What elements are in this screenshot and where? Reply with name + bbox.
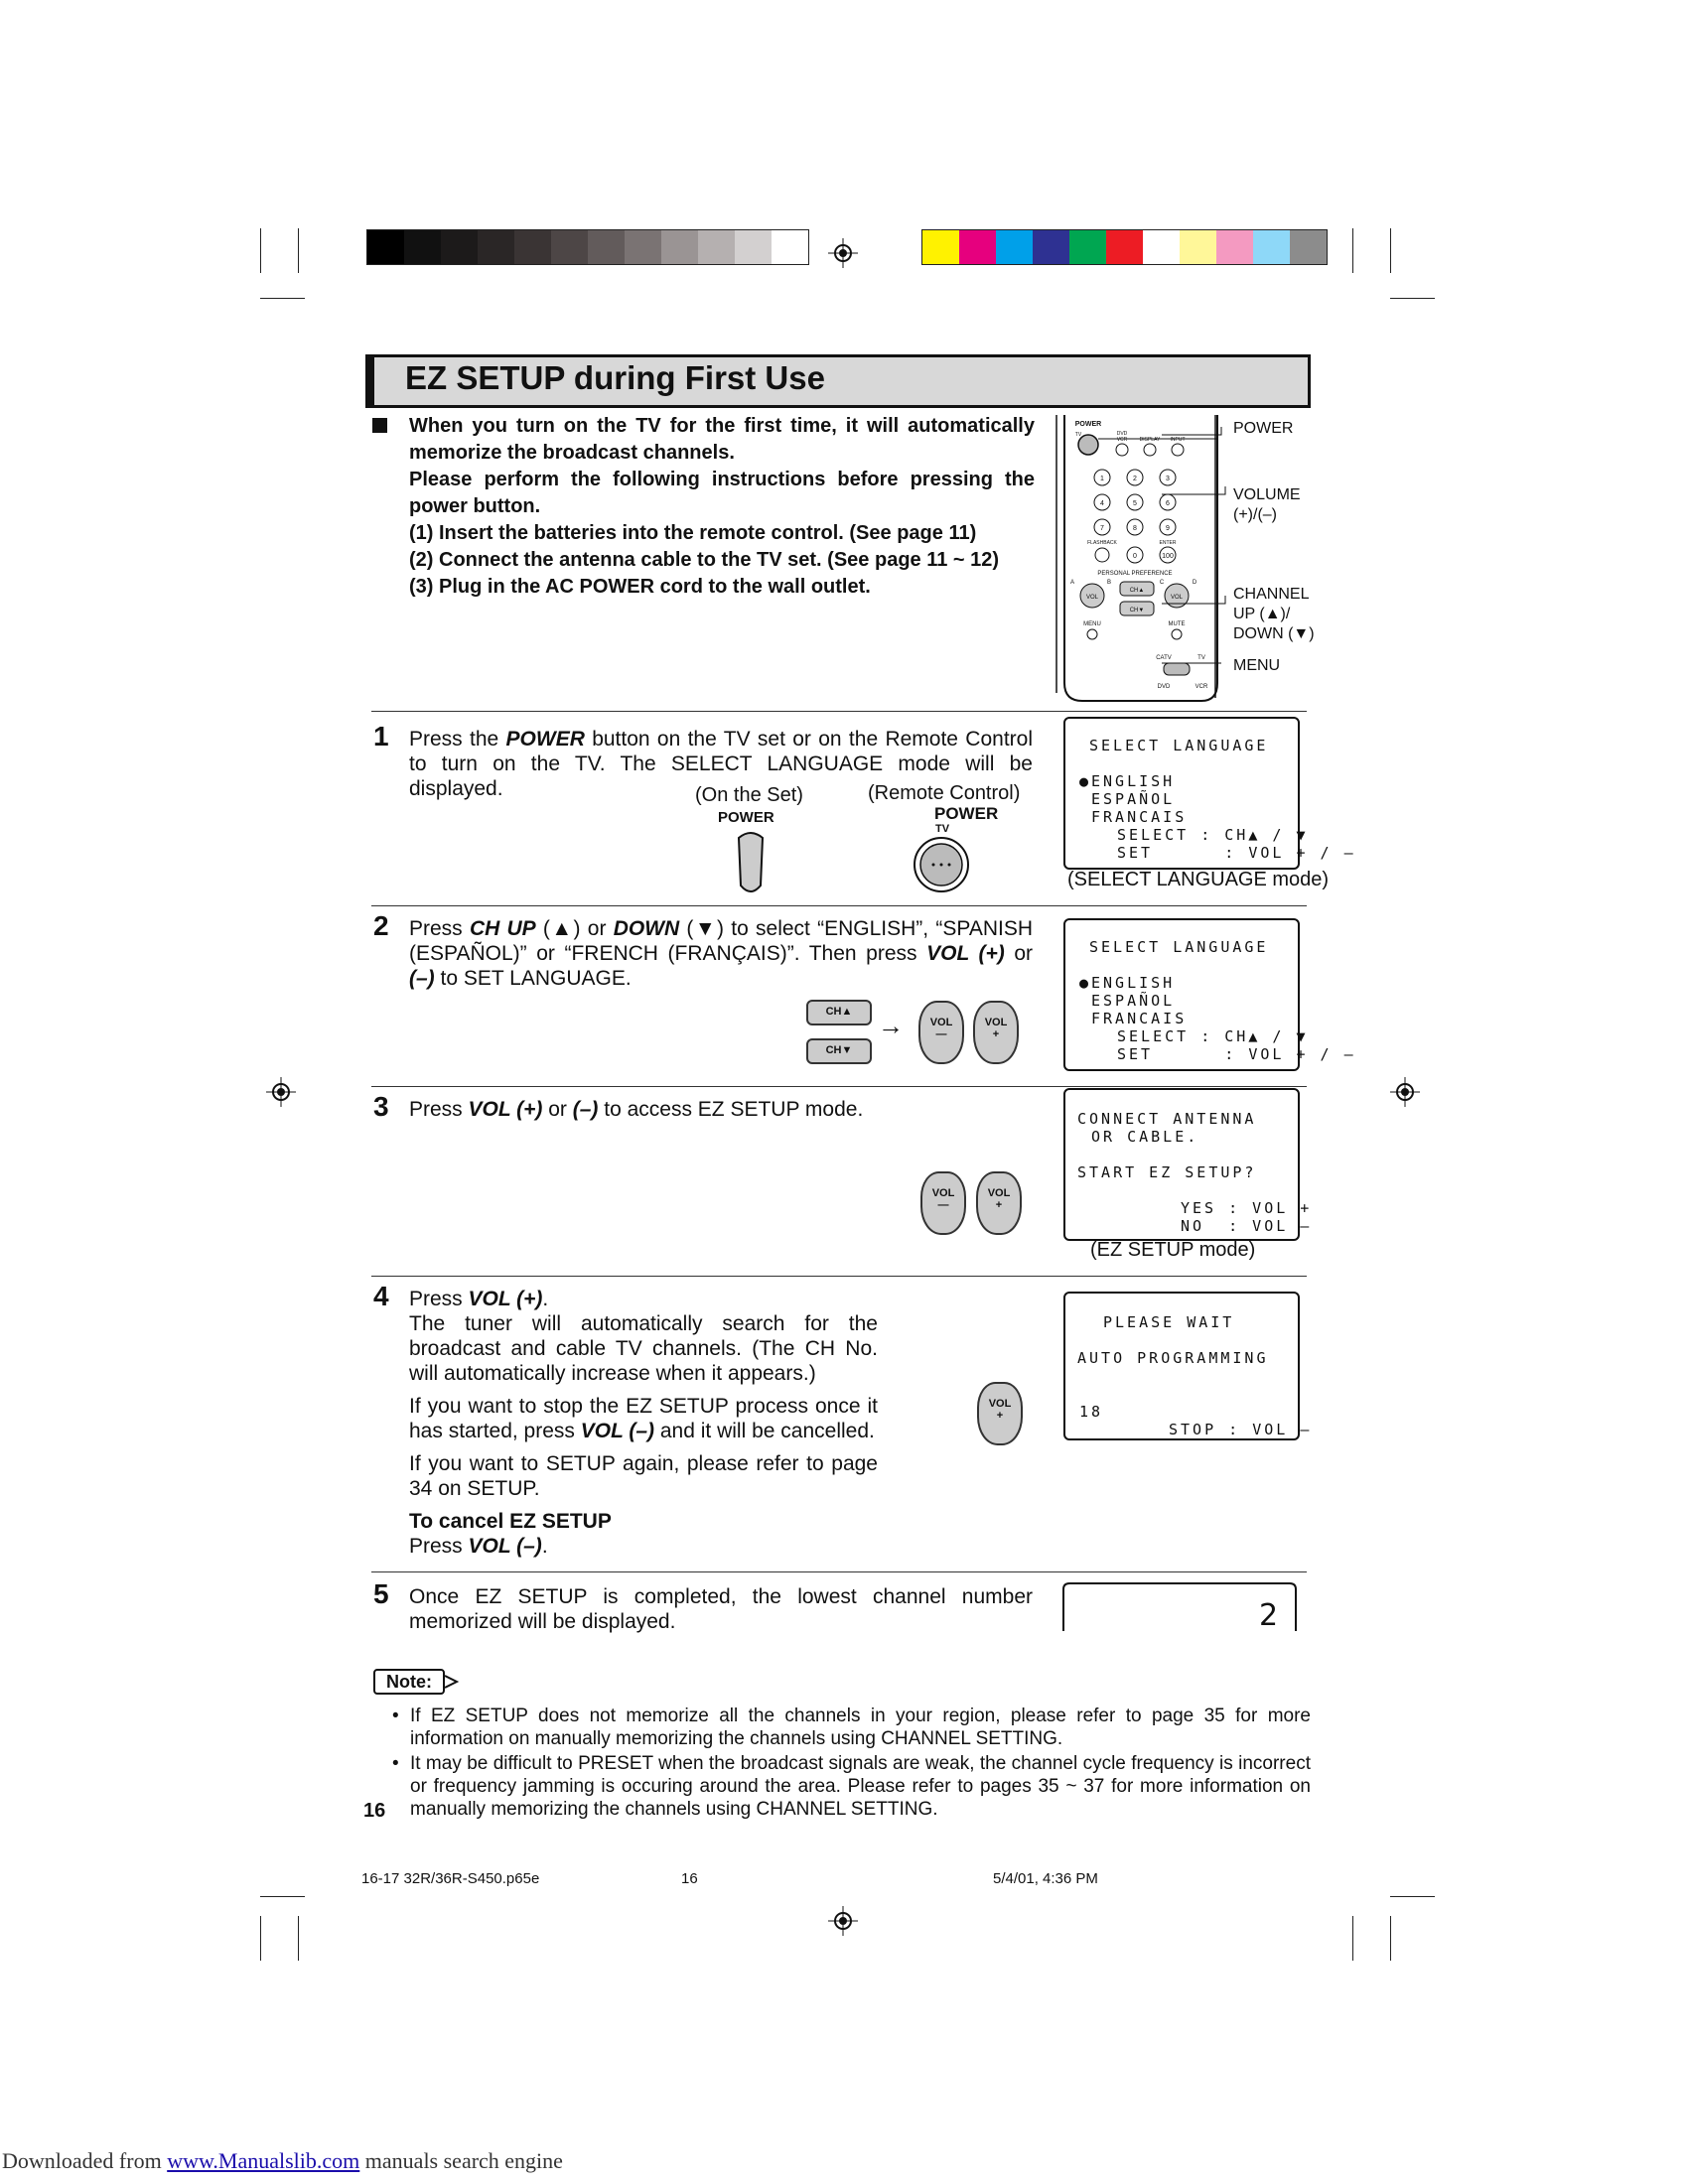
step-text-part: button on the TV set or on the Remote Control to turn on the TV. The SELECT LANGUAGE mode will be displayed. [409, 728, 1033, 800]
screen-select-hint: SELECT : CH▲ / ▼ [1117, 1027, 1309, 1045]
vol-plus-button-icon [977, 1382, 1023, 1445]
intro-line: (3) Plug in the AC POWER cord to the wall outlet. [409, 576, 871, 598]
remote-vcr-label: VCR [1116, 437, 1128, 443]
gray-swatch [441, 230, 478, 264]
remote-personal-label: PERSONAL PREFERENCE [1097, 571, 1173, 577]
step-2-text [409, 916, 1033, 991]
footer-date: 5/4/01, 4:36 PM [993, 1870, 1098, 1887]
step-text-part: Press [409, 917, 470, 940]
screen-stop-hint: STOP : VOL – [1169, 1421, 1313, 1438]
remote-key-5: 5 [1133, 500, 1137, 507]
tv-screen-select-language [1063, 717, 1356, 870]
remote-dvd-switch-label: DVD [1157, 684, 1171, 690]
remote-tv-switch-label: TV [1197, 655, 1205, 661]
color-swatch [922, 230, 959, 264]
gray-swatch [514, 230, 551, 264]
vol-plus-button-icon [973, 1001, 1019, 1064]
crop-mark [1352, 1916, 1353, 1961]
intro-line: Please perform the following instructions before pressing the power button. [409, 469, 1035, 517]
screen-bullet: ● [1079, 772, 1092, 790]
vol-label: VOL [988, 1398, 1012, 1410]
remote-dvd-label: DVD [1116, 431, 1128, 437]
remote-key-4: 4 [1100, 500, 1104, 507]
remote-key-3: 3 [1166, 476, 1170, 482]
plus-label: + [992, 1028, 1000, 1040]
step-text-bold: VOL (+) [468, 1098, 543, 1121]
gray-swatch [625, 230, 661, 264]
intro-line: (2) Connect the antenna cable to the TV set. (See page 11 ~ 12) [409, 549, 1000, 571]
color-swatch [959, 230, 996, 264]
screen-option-francais: FRANCAIS [1091, 808, 1188, 826]
step-text-bold: VOL (+) [926, 942, 1005, 965]
arrow-right-icon: → [878, 1011, 904, 1040]
remote-label-menu: MENU [1233, 657, 1281, 674]
manualslib-link[interactable]: www.Manualslib.com [167, 2148, 360, 2173]
step-number: 1 [373, 721, 389, 751]
registration-mark-icon [1390, 1077, 1420, 1107]
step-text-bold: VOL (–) [468, 1535, 542, 1558]
step-text-bold: VOL (+) [468, 1288, 543, 1310]
step-text-part: Press the [409, 728, 506, 751]
screen-channel-number: 18 [1079, 1403, 1104, 1421]
crop-mark [260, 298, 305, 299]
step-number: 2 [373, 910, 389, 941]
vol-label: VOL [931, 1187, 955, 1199]
vol-label: VOL [929, 1017, 953, 1028]
remote-catv-label: CATV [1156, 655, 1172, 661]
step-number: 4 [373, 1281, 389, 1311]
plus-label: + [996, 1410, 1004, 1422]
screen-yes-hint: YES : VOL + [1181, 1199, 1313, 1217]
remote-tv-label: TV [1074, 432, 1082, 438]
download-notice [2, 2148, 563, 2174]
page-number: 16 [363, 1800, 386, 1822]
remote-key-2: 2 [1133, 476, 1137, 482]
remote-leader-lines [1159, 415, 1231, 683]
ch-up-label: CH▲ [825, 1006, 853, 1018]
remote-menu-label: MENU [1083, 621, 1101, 627]
step-number: 3 [373, 1091, 389, 1122]
screen-set-hint: SET : VOL + / – [1117, 844, 1356, 862]
crop-mark [260, 1896, 305, 1897]
remote-power-button-icon [912, 835, 971, 894]
remote-input-label: INPUT [1170, 437, 1186, 443]
remote-label-channel-up: UP (▲)/ [1233, 606, 1291, 622]
caption-select-language: (SELECT LANGUAGE mode) [1067, 869, 1330, 890]
remote-c-label: C [1159, 580, 1165, 586]
step-text-bold: CH UP [469, 917, 536, 940]
gray-swatch [588, 230, 625, 264]
crop-mark [298, 228, 299, 273]
step-text-bold: DOWN [613, 917, 680, 940]
remote-key-9: 9 [1166, 525, 1170, 532]
remote-label-power: POWER [1233, 420, 1294, 437]
remote-label-channel-down: DOWN (▼) [1233, 625, 1315, 642]
remote-ch-down-label: CH▼ [1129, 608, 1145, 614]
tv-screen-ez-setup [1063, 1088, 1313, 1241]
vol-minus-button-icon [918, 1001, 964, 1064]
remote-key-100: 100 [1162, 553, 1174, 560]
ch-down-label: CH▼ [825, 1044, 853, 1056]
screen-option-espanol: ESPAÑOL [1091, 790, 1176, 808]
color-swatch [1180, 230, 1216, 264]
footer-filename: 16-17 32R/36R-S450.p65e [361, 1870, 540, 1887]
remote-vol-label: VOL [1170, 595, 1184, 601]
screen-no-hint: NO : VOL – [1181, 1217, 1313, 1235]
step-text-part: Press [409, 1535, 469, 1558]
bullet-square-icon [372, 418, 387, 433]
label-remote-control: (Remote Control) [868, 782, 1021, 804]
page-title: EZ SETUP during First Use [405, 359, 825, 396]
note-item: • It may be difficult to PRESET when the broadcast signals are weak, the channel cycle frequency is incorrect or frequency jamming is occuring around the area. Please refer to pages 35 ~ 37 for more information on manually memorizing the channels using CHANNEL SETTING. [392, 1752, 1311, 1821]
screen-option-espanol: ESPAÑOL [1091, 992, 1176, 1010]
download-prefix: Downloaded from [2, 2148, 168, 2173]
divider [371, 1571, 1307, 1572]
color-swatch [1253, 230, 1290, 264]
screen-line: OR CABLE. [1091, 1128, 1199, 1146]
remote-label-volume: VOLUME [1233, 486, 1301, 503]
step-4-line [409, 1287, 878, 1311]
tv-screen-auto-programming [1063, 1292, 1313, 1440]
plus-label: + [995, 1199, 1003, 1211]
step-number: 5 [373, 1578, 389, 1609]
step-text-bold: (–) [572, 1098, 599, 1121]
crop-mark [260, 1916, 261, 1961]
vol-label: VOL [987, 1187, 1011, 1199]
step-text-part: and it will be cancelled. [654, 1420, 875, 1442]
screen-line: AUTO PROGRAMMING [1077, 1349, 1269, 1367]
grayscale-calibration-bar [366, 229, 809, 265]
screen-option-english: ENGLISH [1091, 974, 1176, 992]
gray-swatch [551, 230, 588, 264]
remote-key-8: 8 [1133, 525, 1137, 532]
remote-d-label: D [1192, 580, 1197, 586]
step-text-bold: VOL (–) [580, 1420, 655, 1442]
color-swatch [1290, 230, 1327, 264]
screen-select-hint: SELECT : CH▲ / ▼ [1117, 826, 1309, 844]
remote-display-label: DISPLAY [1139, 437, 1161, 443]
note-list [392, 1705, 1311, 1823]
divider [371, 1086, 1307, 1087]
remote-vol-label: VOL [1085, 595, 1099, 601]
crop-mark [1352, 228, 1353, 273]
remote-label-volume-sub: (+)/(–) [1233, 506, 1277, 523]
screen-title: SELECT LANGUAGE [1089, 938, 1269, 956]
crop-mark [298, 1916, 299, 1961]
remote-ch-up-label: CH▲ [1129, 588, 1145, 594]
screen-set-hint: SET : VOL + / – [1117, 1045, 1356, 1063]
intro-text [409, 413, 1035, 601]
vol-plus-button-icon [976, 1171, 1022, 1235]
screen-line: START EZ SETUP? [1077, 1163, 1257, 1181]
step-text-bold: POWER [505, 728, 585, 751]
remote-vcr-switch-label: VCR [1195, 684, 1208, 690]
remote-a-label: A [1069, 580, 1075, 586]
step-text-bold: (–) [409, 967, 435, 990]
remote-mute-label: MUTE [1168, 621, 1186, 627]
step-3-text [409, 1097, 1033, 1122]
divider [371, 711, 1307, 712]
crop-mark [260, 228, 261, 273]
registration-mark-icon [828, 1906, 858, 1936]
download-suffix: manuals search engine [359, 2148, 563, 2173]
screen-option-english: ENGLISH [1091, 772, 1176, 790]
minus-label: — [937, 1199, 949, 1211]
remote-key-0: 0 [1133, 553, 1137, 560]
color-calibration-bar [921, 229, 1328, 265]
remote-key-7: 7 [1100, 525, 1104, 532]
color-swatch [1216, 230, 1253, 264]
step-text-part: . [542, 1288, 549, 1310]
gray-swatch [478, 230, 514, 264]
screen-line: CONNECT ANTENNA [1077, 1110, 1257, 1128]
gray-swatch [661, 230, 698, 264]
remote-key-6: 6 [1166, 500, 1170, 507]
vol-label: VOL [984, 1017, 1008, 1028]
divider [371, 1276, 1307, 1277]
step-text-part: or [542, 1098, 573, 1121]
screen-title: SELECT LANGUAGE [1089, 737, 1269, 754]
set-power-button-icon [733, 830, 769, 897]
step-text-part: (▼) to select “ENGLISH”, “SPANISH (ESPAÑOL)” or “FRENCH (FRANÇAIS)”. Then press [409, 917, 1034, 965]
step-4-text [409, 1287, 878, 1559]
step-text-part: If you want to stop the EZ SETUP process once it has started, press [409, 1395, 878, 1442]
remote-power-label: POWER [1074, 421, 1102, 428]
gray-swatch [698, 230, 735, 264]
screen-bullet: ● [1079, 974, 1092, 992]
tv-label-remote: TV [935, 823, 950, 835]
intro-line: (1) Insert the batteries into the remote control. (See page 11) [409, 522, 977, 544]
step-4-paragraph [409, 1394, 878, 1443]
vol-minus-button-icon [920, 1171, 966, 1235]
step-4-paragraph: If you want to SETUP again, please refer to page 34 on SETUP. [409, 1452, 878, 1500]
channel-number-display: 2 [1259, 1598, 1279, 1633]
minus-label: — [935, 1028, 947, 1040]
color-swatch [1106, 230, 1143, 264]
screen-line: PLEASE WAIT [1103, 1313, 1235, 1331]
label-on-the-set: (On the Set) [695, 784, 803, 806]
note-item: • If EZ SETUP does not memorize all the channels in your region, please refer to page 35 for more information on manually memorizing the channels using CHANNEL SETTING. [392, 1705, 1311, 1750]
cancel-ez-setup-heading: To cancel EZ SETUP [409, 1510, 612, 1533]
remote-key-1: 1 [1100, 476, 1104, 482]
footer-page: 16 [681, 1870, 698, 1887]
color-swatch [996, 230, 1033, 264]
power-label-remote: POWER [934, 804, 999, 823]
note-label: Note: [373, 1669, 445, 1695]
note-arrow-icon [445, 1672, 463, 1692]
step-4-paragraph: The tuner will automatically search for the broadcast and cable TV channels. (The CH No. will automatically increase when it appears.) [409, 1312, 878, 1385]
registration-mark-icon [828, 238, 858, 268]
remote-flashback-label: FLASHBACK [1087, 540, 1117, 546]
crop-mark [1390, 228, 1391, 273]
caption-ez-setup: (EZ SETUP mode) [1090, 1239, 1256, 1261]
ch-up-button-icon [806, 1000, 872, 1025]
gray-swatch [404, 230, 441, 264]
intro-line: When you turn on the TV for the first time, it will automatically memorize the broadcast channels. [409, 415, 1035, 464]
step-5-text: Once EZ SETUP is completed, the lowest channel number memorized will be displayed. [409, 1585, 1033, 1633]
gray-swatch [735, 230, 772, 264]
step-text-part: Press [409, 1288, 469, 1310]
gray-swatch [772, 230, 808, 264]
crop-mark [1390, 298, 1435, 299]
color-swatch [1069, 230, 1106, 264]
step-text-part: . [541, 1535, 548, 1558]
color-swatch [1143, 230, 1180, 264]
ch-down-button-icon [806, 1038, 872, 1064]
divider [371, 905, 1307, 906]
registration-mark-icon [266, 1077, 296, 1107]
step-text-part: Press [409, 1098, 469, 1121]
color-swatch [1033, 230, 1069, 264]
step-text-part: to SET LANGUAGE. [434, 967, 632, 990]
step-text-part: or [1004, 942, 1033, 965]
tv-screen-select-language [1063, 918, 1356, 1071]
remote-label-channel: CHANNEL [1233, 586, 1310, 603]
step-text-part: (▲) or [535, 917, 614, 940]
crop-mark [1390, 1916, 1391, 1961]
power-label-set: POWER [718, 809, 774, 826]
remote-enter-label: ENTER [1159, 540, 1177, 546]
gray-swatch [367, 230, 404, 264]
remote-b-label: B [1106, 580, 1112, 586]
screen-option-francais: FRANCAIS [1091, 1010, 1188, 1027]
crop-mark [1390, 1896, 1435, 1897]
cancel-ez-setup-text [409, 1534, 878, 1559]
step-text-part: to access EZ SETUP mode. [598, 1098, 864, 1121]
